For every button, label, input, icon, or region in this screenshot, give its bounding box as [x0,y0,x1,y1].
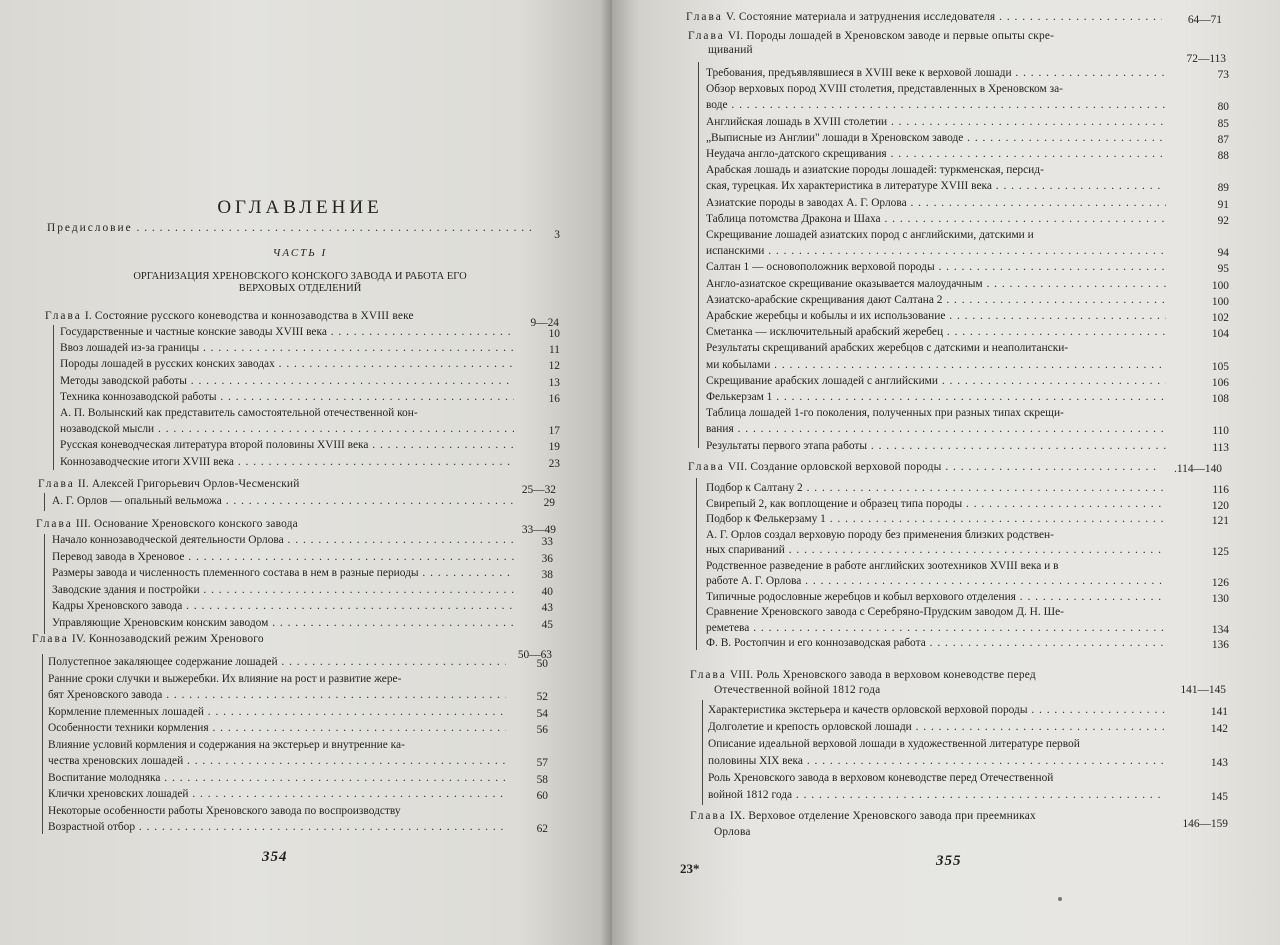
toc-entry [48,771,506,785]
toc-entry-page: 130 [1211,592,1229,605]
toc-entry-label: Скрещивание арабских лошадей с английскими . . . [706,375,1166,387]
toc-entry [706,390,1166,404]
toc-entry [48,804,488,818]
toc-entry-label: войной 1812 года . . . [708,789,1166,801]
toc-entry-label: Требования, предъявлявшиеся в XVIII веке к верховой лошади . . . [706,67,1166,79]
toc-entry [706,439,1166,453]
toc-entry-page: 52 [536,691,548,703]
toc-entry-page: 95 [1217,263,1229,276]
toc-entry [706,131,1166,145]
toc-entry-page: 106 [1211,376,1229,389]
toc-entry [706,605,1176,619]
toc-entry-label: Управляющие Хреновским конским заводом . . . [52,617,514,629]
toc-entry-label: Начало коннозаводческой деятельности Орлова . . . [52,534,514,546]
toc-entry-label: Таблица лошадей 1-го поколения, полученных при разных типах скрещи- [706,407,1064,420]
toc-entry [706,543,1166,557]
toc-entry [708,788,1166,802]
toc-entry [60,325,514,339]
toc-entry [706,358,1166,372]
toc-entry-page: 54 [536,707,548,720]
chapter-3-pages: 33—49 [521,524,556,536]
toc-entry-label: Типичные родословные жеребцов и кобыл верхового отделения . . . [706,591,1166,603]
part-title: ОРГАНИЗАЦИЯ ХРЕНОВСКОГО КОНСКОГО ЗАВОДА И РАБОТА ЕГО ВЕРХОВЫХ ОТДЕЛЕНИЙ [133,271,467,294]
toc-entry-page: 89 [1217,182,1229,195]
toc-entry-label: Родственное разведение в работе английских зоотехников XVIII века и в [706,559,1059,572]
chapter-9-heading [690,809,1172,823]
toc-entry-page: 108 [1211,393,1229,405]
toc-entry-page: 19 [548,441,560,454]
toc-entry [708,720,1166,734]
toc-entry-label: Роль Хреновского завода в верховом коневодстве перед Отечественной [708,772,1054,784]
chapter-1-pages: 9—24 [530,317,559,329]
toc-entry [48,655,506,669]
toc-entry-page: 143 [1210,757,1228,769]
toc-entry [48,688,506,702]
toc-entry-page: 45 [541,619,553,631]
toc-entry-label: Влияние условий кормления и содержания на экстерьер и внутренние ка- [48,738,405,751]
toc-entry-page: 94 [1217,247,1229,260]
toc-entry [48,820,506,834]
toc-entry [706,98,1166,112]
right-page [612,0,1280,945]
toc-entry [60,374,514,388]
toc-entry-page: 116 [1212,484,1229,496]
toc-entry-page: 23 [548,457,560,470]
chapter-title: III. Основание Хреновского конского завода [75,518,298,530]
toc-entry-label: Азиатско-арабские скрещивания дают Салтана 2 . . . [706,294,1166,306]
toc-entry-page: 56 [536,724,548,736]
chapter-9-heading-cont [714,825,914,839]
toc-entry-label: Сметанка — исключительный арабский жеребец . . . [706,326,1166,338]
paper-speck [1058,897,1062,901]
toc-entry-page: 62 [536,823,548,835]
chapter-prefix: Глава [45,310,82,322]
toc-entry [706,293,1166,307]
toc-entry-label: Характеристика экстерьера и качеств орловской верховой породы . . . [708,704,1166,716]
toc-entry-page: 104 [1211,328,1229,341]
toc-entry [60,341,514,355]
toc-entry-label: Полустепное закаляющее содержание лошадей . . . [48,656,506,668]
toc-entry-page: 141 [1210,706,1228,718]
chapter-6-pages: 72—113 [1186,53,1226,65]
chapter-8-pages: 141—145 [1180,684,1226,696]
toc-entry-page: 57 [536,757,548,769]
chapter-3-heading [36,517,476,531]
toc-entry-label: чества хреновских лошадей . . . [48,755,506,767]
toc-entry [60,390,514,404]
toc-entry [706,228,1186,242]
chapter-6-heading [688,29,1208,43]
toc-entry [706,574,1166,588]
toc-entry [706,621,1166,635]
toc-entry [48,721,506,735]
toc-entry-label: А. Г. Орлов — опальный вельможа . . . [52,495,516,507]
toc-entry-page: 43 [541,602,553,615]
chapter-prefix: Глава [32,633,69,645]
toc-entry-label: Кормление племенных лошадей . . . [48,706,506,718]
toc-entry [48,787,506,801]
chapter-title-line2: Орлова [714,826,751,838]
toc-entry-page: 125 [1211,546,1229,558]
chapter-title: IV. Коннозаводский режим Хренового [71,633,264,645]
toc-entry-label: Англо-азиатское скрещивание оказывается малоудачным . . . [706,278,1166,290]
toc-entry [706,528,1176,542]
chapter-7-heading [688,460,1158,474]
toc-entry-label: Результаты скрещиваний арабских жеребцов с датскими и неаполитански- [706,342,1069,355]
toc-entry-label: Возрастной отбор . . . [48,821,506,833]
toc-entry-label: Азиатские породы в заводах А. Г. Орлова . . . [706,197,1166,209]
toc-entry-label: Воспитание молодняка . . . [48,772,506,784]
toc-entry-label: ская, турецкая. Их характеристика в литературе XVIII века . . . [706,180,1166,192]
toc-entry-page: 33 [541,536,553,548]
chapter-prefix: Глава [688,30,725,42]
chapter-title: I. Состояние русского коневодства и коннозаводства в XVIII веке [84,310,414,322]
chapter-7-pages: .114—140 [1174,463,1222,475]
toc-entry-label: Обзор верховых пород XVIII столетия, представленных в Хреновском за- [706,83,1063,96]
chapter-title-line2: Отечественной войной 1812 года [714,684,881,696]
signature-mark: 23* [680,861,700,876]
chapter-title-line2: щиваний [708,44,753,56]
toc-entry [708,703,1166,717]
toc-entry [706,374,1166,388]
toc-entry-page: 121 [1211,515,1229,527]
toc-entry [60,357,514,371]
toc-entry-label: Некоторые особенности работы Хреновского завода по воспроизводству [48,804,401,817]
toc-entry-page: 73 [1217,69,1229,81]
toc-entry-label: Ввоз лошадей из-за границы . . . [60,342,514,354]
toc-entry-label: Размеры завода и численность племенного состава в нем в разные периоды . . . [52,567,514,579]
toc-entry [52,566,514,580]
toc-entry-page: 17 [548,425,560,438]
toc-entry [52,616,514,630]
chapter-title: V. Состояние материала и затруднения исследователя [725,11,996,23]
toc-entry-label: Методы заводской работы . . . [60,375,514,387]
toc-entry-page: 134 [1211,623,1229,636]
toc-entry-label: реметева . . . [706,622,1166,634]
toc-entry [706,590,1166,604]
toc-entry-label: Неудача англо-датского скрещивания . . . [706,148,1166,160]
chapter-8-heading-cont [714,683,1014,697]
toc-entry-page: 85 [1217,117,1229,130]
toc-entry-label: Русская коневодческая литература второй половины XVIII века . . . [60,439,514,451]
toc-entry-page: 88 [1217,150,1229,162]
chapter-1-heading [45,309,493,323]
left-page [0,0,612,945]
toc-entry [706,406,1186,420]
chapter-1-bracket [53,325,54,470]
toc-entry [60,422,514,436]
chapter-4-bracket [42,654,43,834]
toc-entry-page: 50 [536,658,548,670]
right-folio: 355 [936,853,962,869]
toc-entry-label: воде . . . [706,99,1166,111]
toc-entry-label: Клички хреновских лошадей . . . [48,788,506,800]
toc-entry-page: 113 [1212,441,1229,454]
toc-entry [60,438,514,452]
toc-entry [48,672,488,686]
toc-entry-page: 12 [548,360,560,373]
toc-entry-label: бят Хреновского завода . . . [48,689,506,701]
toc-entry [706,325,1166,339]
chapter-title: II. Алексей Григорьевич Орлов-Чесменский [77,478,300,490]
toc-entry [52,583,514,597]
toc-entry-page: 120 [1211,499,1229,512]
toc-entry-label: вания . . . [706,423,1166,435]
toc-entry-label: Фелькерзам 1 . . . [706,391,1166,403]
chapter-title: VII. Создание орловской верховой породы [727,461,942,473]
toc-entry [706,277,1166,291]
toc-entry-page: 29 [543,497,555,509]
toc-entry-label: Скрещивание лошадей азиатских пород с английскими, датскими и [706,229,1034,241]
toc-entry [706,559,1176,573]
toc-entry-page: 40 [541,585,553,598]
chapter-5-heading [686,10,1162,24]
toc-entry-label: половины XIX века . . . [708,755,1166,767]
toc-entry [708,771,1170,785]
chapter-4-pages: 50—63 [517,649,552,661]
toc-entry-label: Свирепый 2, как воплощение и образец типа породы . . . [706,498,1166,510]
toc-entry [706,341,1186,355]
toc-entry [706,244,1166,258]
toc-entry-page: 105 [1211,360,1229,373]
toc-entry-label: Подбор к Салтану 2 . . . [706,482,1166,494]
toc-entry-page: 142 [1210,723,1228,735]
toc-entry [706,82,1186,96]
toc-entry [706,196,1166,210]
toc-entry-page: 87 [1217,133,1229,146]
toc-entry [708,737,1170,751]
toc-title: ОГЛАВЛЕНИЕ [217,197,383,218]
toc-entry-page: 100 [1211,295,1229,308]
toc-entry-label: Долголетие и крепость орловской лошади . . . [708,721,1166,733]
toc-entry-label: Ф. В. Ростопчин и его коннозаводская работа . . . [706,637,1166,649]
toc-entry-label: Салтан 1 — основоположник верховой породы . . . [706,261,1166,273]
toc-entry [706,422,1166,436]
toc-entry [52,599,514,613]
toc-entry-label: работе А. Г. Орлова . . . [706,575,1166,587]
toc-entry-page: 80 [1217,101,1229,114]
toc-entry [706,163,1186,177]
toc-entry [706,497,1166,511]
toc-entry [706,212,1166,226]
toc-entry-page: 92 [1217,214,1229,227]
toc-entry-label: „Выписные из Англии" лошади в Хреновском заводе . . . [706,132,1166,144]
toc-entry [708,754,1166,768]
chapter-prefix: Глава [36,518,73,530]
toc-entry-label: Описание идеальной верховой лошади в художественной литературе первой [708,738,1080,750]
chapter-prefix: Глава [38,478,75,490]
toc-entry-label: Ранние сроки случки и выжеребки. Их влияние на рост и развитие жере- [48,672,402,685]
chapter-4-heading [32,632,472,646]
toc-entry-page: 16 [548,392,560,405]
toc-entry [48,738,488,752]
toc-entry-label: Подбор к Фелькерзаму 1 . . . [706,513,1166,525]
toc-entry-label: Коннозаводческие итоги XVIII века . . . [60,456,514,468]
chapter-2-pages: 25—32 [521,484,556,496]
toc-entry-page: 13 [548,376,560,389]
preface-page: 3 [554,229,560,241]
toc-entry-page: 36 [541,552,553,565]
toc-entry-label: испанскими . . . [706,245,1166,257]
toc-entry-page: 100 [1211,279,1229,292]
chapter-title-line1: VIII. Роль Хреновского завода в верховом коневодстве перед [729,669,1036,681]
chapter-8-bracket [702,700,703,805]
toc-entry-label: нозаводской мысли . . . [60,423,514,435]
chapter-2-heading [38,477,478,491]
toc-entry [48,754,506,768]
toc-entry [706,66,1166,80]
toc-entry [706,260,1166,274]
toc-entry-label: Техника коннозаводской работы . . . [60,391,514,403]
chapter-9-pages: 146—159 [1182,818,1228,830]
toc-entry [60,455,514,469]
toc-entry-label: Арабские жеребцы и кобылы и их использование . . . [706,310,1166,322]
toc-entry [706,115,1166,129]
toc-entry-label: Результаты первого этапа работы . . . [706,440,1166,452]
toc-entry-label: А. Г. Орлов создал верховую породу без применения близких родствен- [706,528,1054,541]
toc-entry-label: Сравнение Хреновского завода с Серебряно-Прудским заводом Д. Н. Ше- [706,606,1064,618]
chapter-prefix: Глава [686,11,723,23]
chapter-2-bracket [44,493,45,511]
toc-entry-label: А. П. Волынский как представитель самостоятельной отечественной кон- [60,407,418,419]
chapter-title-line1: VI. Породы лошадей в Хреновском заводе и первые опыты скре- [727,30,1055,42]
toc-entry-label: Кадры Хреновского завода . . . [52,600,514,612]
toc-entry [706,179,1166,193]
toc-entry-label: Государственные и частные конские заводы XVIII века . . . [60,326,514,338]
toc-entry [706,512,1166,526]
toc-entry-label: ми кобылами . . . [706,359,1166,371]
chapter-title-line1: IX. Верховое отделение Хреновского завода при преемниках [729,810,1036,822]
left-folio: 354 [262,849,288,865]
toc-entry [60,406,492,420]
chapter-prefix: Глава [690,810,727,822]
toc-entry-page: 102 [1211,312,1229,324]
chapter-8-heading [690,668,1172,682]
toc-entry [52,494,516,508]
chapter-5-pages: 64—71 [1187,14,1222,26]
toc-entry-label: Породы лошадей в русских конских заводах . . . [60,358,514,370]
toc-entry-label: ных спариваний . . . [706,544,1166,556]
toc-entry-label: Перевод завода в Хреновое . . . [52,551,514,563]
toc-entry-page: 10 [548,328,560,340]
toc-entry-page: 60 [536,790,548,802]
toc-entry-label: Таблица потомства Дракона и Шаха . . . [706,213,1166,225]
toc-entry-label: Арабская лошадь и азиатские породы лошадей: туркменская, персид- [706,164,1044,177]
toc-entry-page: 145 [1210,791,1228,803]
toc-entry [52,533,514,547]
chapter-prefix: Глава [688,461,725,473]
preface-label: Предисловие . . . [47,222,535,234]
toc-entry-page: 91 [1217,198,1229,211]
toc-entry-page: 11 [549,344,560,357]
toc-entry-page: 38 [541,569,553,582]
chapter-6-heading-cont [708,43,1008,57]
preface-entry [47,221,535,235]
toc-entry-label: Заводские здания и постройки . . . [52,584,514,596]
toc-entry [48,705,506,719]
toc-entry-label: Английская лошадь в XVIII столетии . . . [706,116,1166,128]
toc-entry [706,636,1166,650]
toc-entry [706,481,1166,495]
toc-entry-page: 110 [1212,425,1229,438]
toc-entry-page: 126 [1211,577,1229,589]
toc-entry-page: 58 [536,773,548,786]
part-number: ЧАСТЬ I [272,247,328,259]
toc-entry [706,309,1166,323]
chapter-3-bracket [44,534,45,634]
toc-entry-label: Особенности техники кормления . . . [48,722,506,734]
chapter-6-bracket [698,62,699,448]
toc-entry-page: 136 [1211,639,1229,651]
chapter-7-bracket [696,478,697,650]
chapter-prefix: Глава [690,669,727,681]
toc-entry [706,147,1166,161]
toc-entry [52,550,514,564]
